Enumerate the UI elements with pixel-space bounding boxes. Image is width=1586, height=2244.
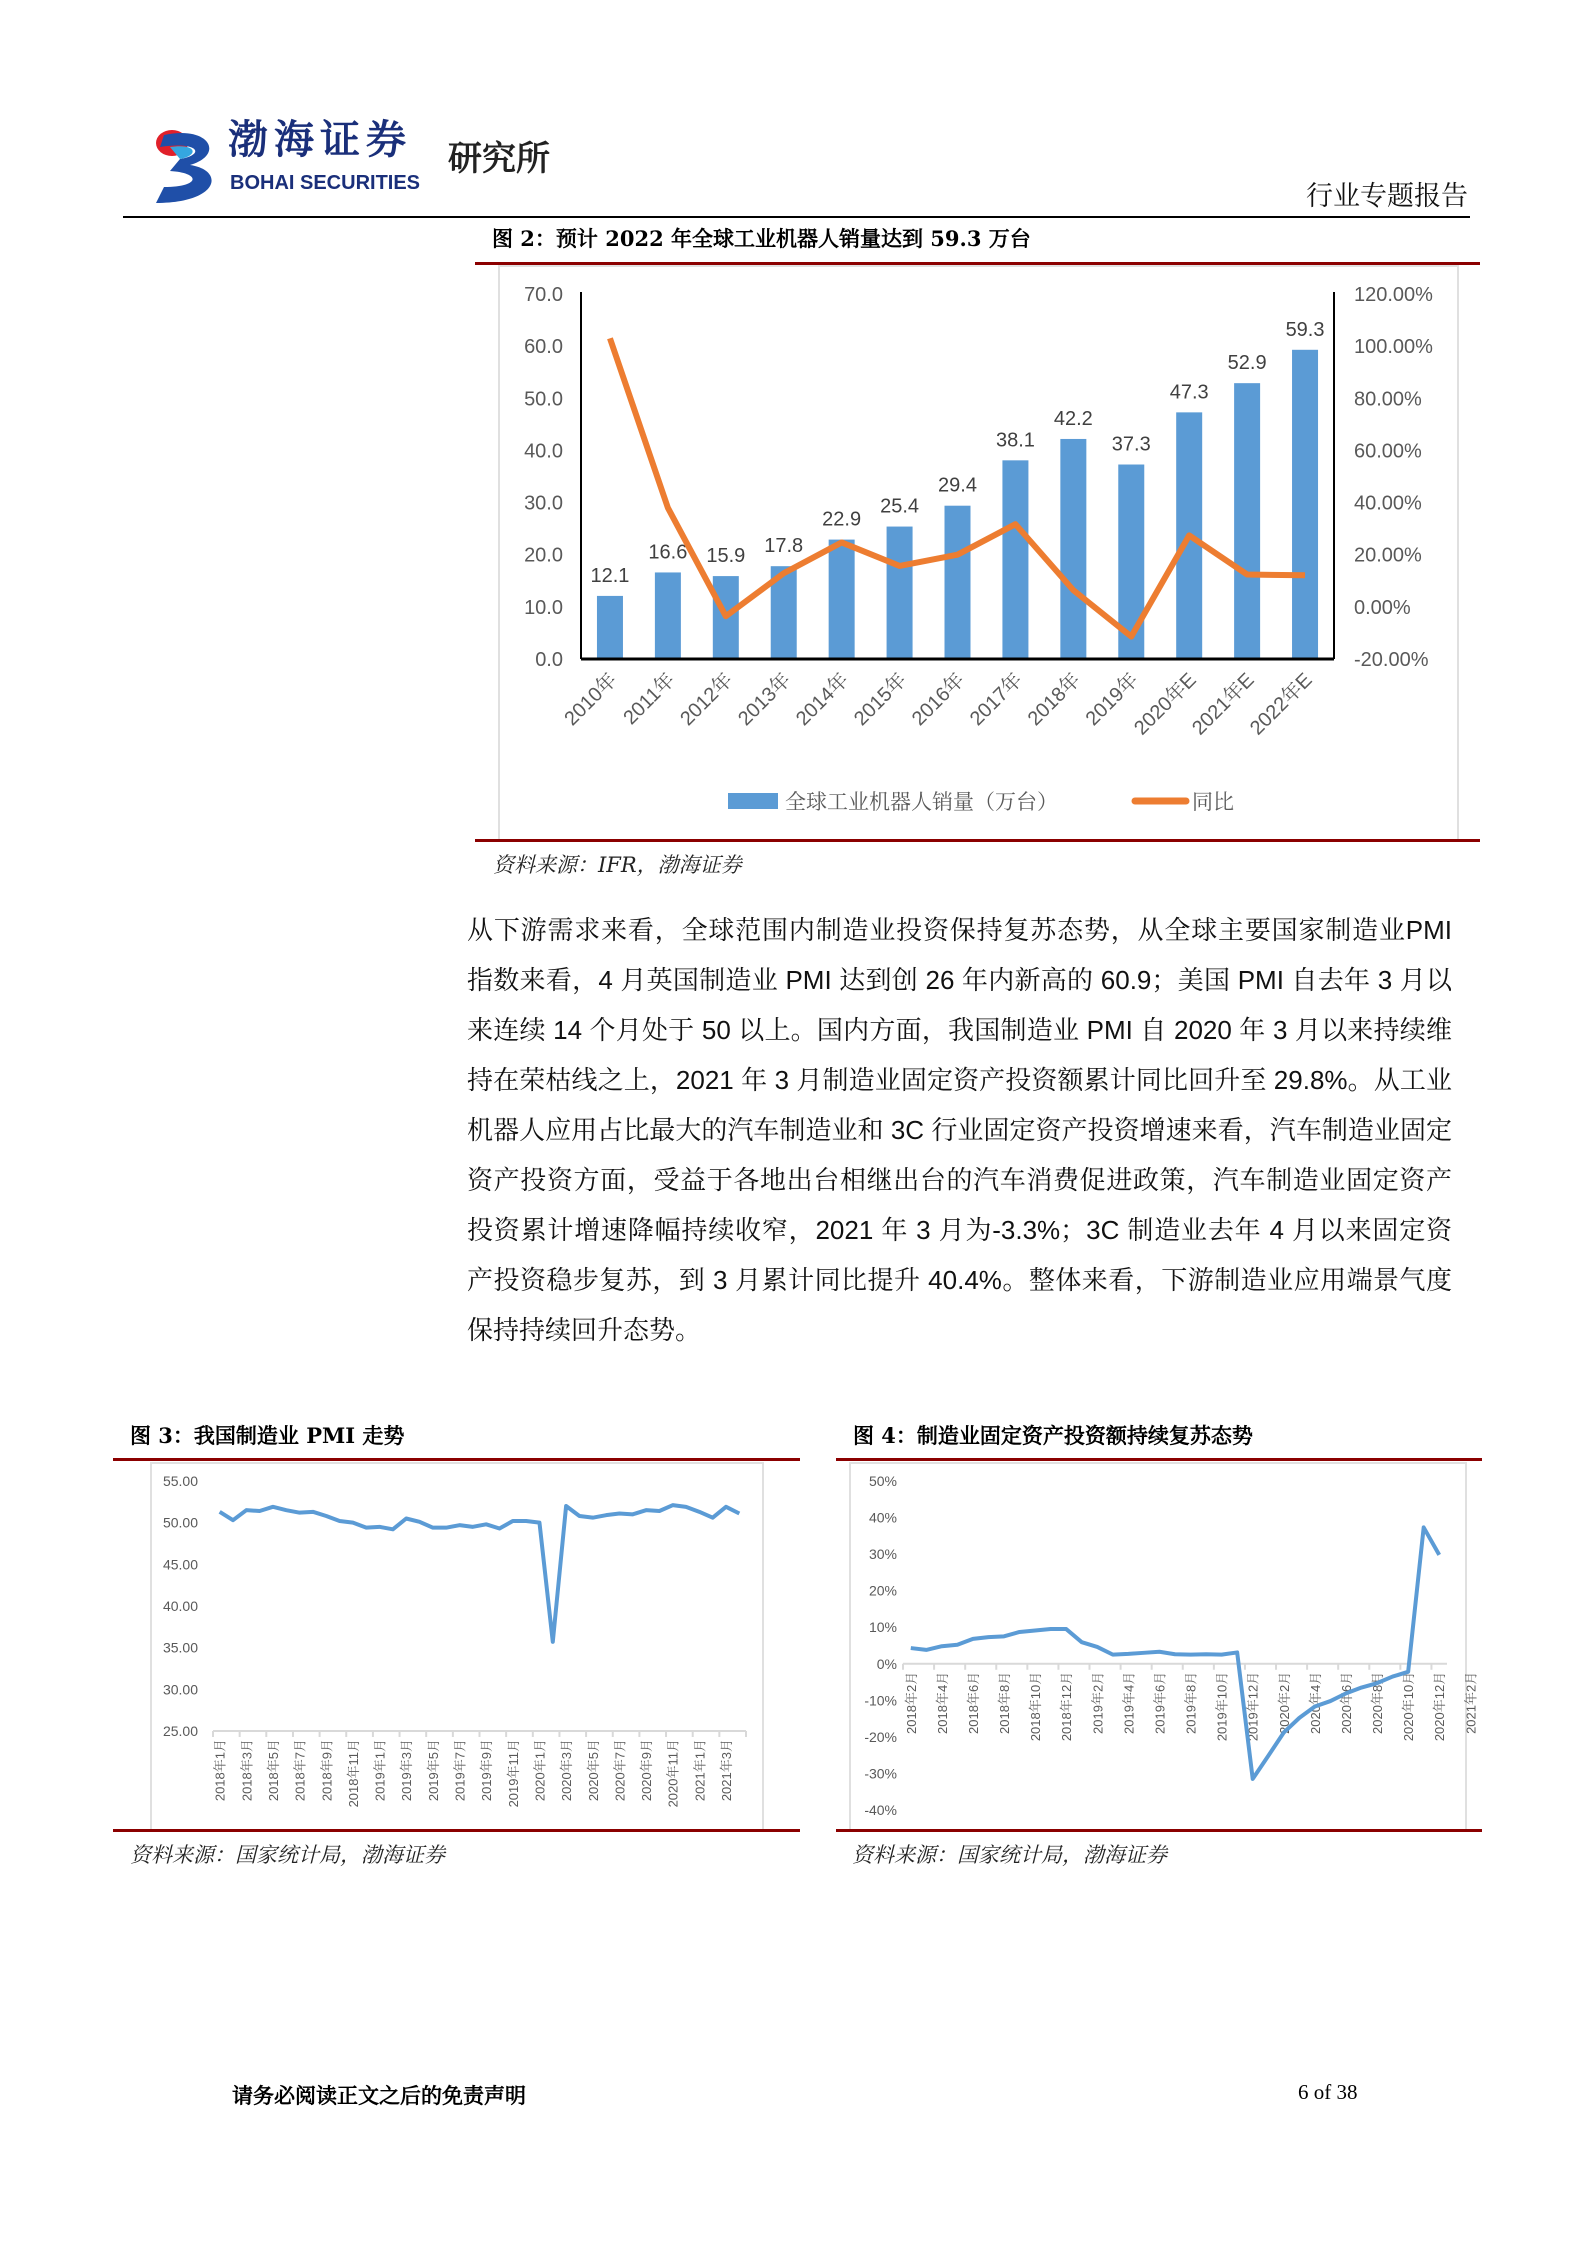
institute-label: 研究所: [448, 140, 550, 178]
bar-value-label: 16.6: [648, 541, 688, 564]
right-axis-tick-label: 0.00%: [1354, 596, 1411, 619]
x-axis-tick-label: 2020年6月: [1338, 1671, 1354, 1734]
x-axis-tick-label: 2020年3月: [559, 1739, 575, 1802]
bar: [1292, 350, 1318, 659]
category-tick-label: 2014年: [792, 668, 854, 731]
y-axis-tick-label: -20%: [864, 1728, 897, 1745]
legend-bar-swatch: [728, 793, 778, 809]
x-axis-tick-label: 2019年11月: [505, 1739, 521, 1808]
x-axis-tick-label: 2020年5月: [585, 1739, 601, 1802]
x-axis-tick-label: 2021年1月: [692, 1739, 708, 1802]
robot-sales-chart: [0, 0, 1586, 900]
bar-value-label: 37.3: [1111, 433, 1151, 456]
pmi-chart: [163, 1473, 746, 1807]
bar-value-label: 15.9: [706, 545, 746, 568]
bar-value-label: 42.2: [1053, 407, 1093, 430]
category-tick-label: 2010年: [560, 668, 622, 731]
x-axis-tick-label: 2020年4月: [1307, 1671, 1323, 1734]
x-axis-tick-label: 2020年9月: [639, 1739, 655, 1802]
bar-value-label: 59.3: [1285, 318, 1325, 341]
left-axis-tick-label: 10.0: [524, 596, 563, 619]
y-axis-tick-label: 0%: [876, 1655, 897, 1672]
x-axis-tick-label: 2019年3月: [399, 1739, 415, 1802]
bar-value-label: 47.3: [1169, 381, 1209, 404]
x-axis-tick-label: 2019年1月: [372, 1739, 388, 1802]
x-axis-tick-label: 2018年9月: [319, 1739, 335, 1802]
y-axis-tick-label: 10%: [868, 1619, 897, 1636]
x-axis-tick-label: 2018年7月: [292, 1739, 308, 1802]
x-axis-tick-label: 2020年7月: [612, 1739, 628, 1802]
x-axis-tick-label: 2018年2月: [903, 1671, 919, 1734]
bar: [945, 506, 971, 659]
bar: [1060, 439, 1086, 659]
right-axis-tick-label: 60.00%: [1354, 440, 1422, 463]
category-tick-label: 2019年: [1081, 668, 1143, 731]
right-axis-tick-label: 100.00%: [1354, 336, 1433, 359]
small-charts-layer: [0, 1400, 1586, 1850]
left-axis-tick-label: 30.0: [524, 492, 563, 515]
page-number: 6 of 38: [1298, 2080, 1358, 2104]
right-axis-tick-label: 80.00%: [1354, 388, 1422, 411]
bar: [1234, 383, 1260, 659]
logo-english-name: BOHAI SECURITIES: [230, 172, 421, 194]
left-axis-tick-label: 40.0: [524, 440, 563, 463]
category-tick-label: 2012年: [676, 668, 738, 731]
x-axis-tick-label: 2019年5月: [425, 1739, 441, 1802]
y-axis-tick-label: 25.00: [162, 1723, 198, 1739]
x-axis-tick-label: 2019年6月: [1152, 1671, 1168, 1734]
y-axis-tick-label: 30.00: [162, 1681, 198, 1698]
bar: [887, 527, 913, 659]
right-axis-tick-label: 20.00%: [1354, 544, 1422, 567]
bar-value-label: 38.1: [995, 429, 1035, 452]
left-axis-tick-label: 20.0: [524, 544, 563, 567]
bar: [655, 572, 681, 659]
x-axis-tick-label: 2019年9月: [479, 1739, 495, 1802]
report-type: 行业专题报告: [1306, 181, 1468, 211]
bar: [829, 540, 855, 659]
figure3-source: 资料来源：国家统计局，渤海证券: [130, 1843, 445, 1867]
x-axis-tick-label: 2018年11月: [345, 1739, 361, 1808]
y-axis-tick-label: 50.00: [162, 1514, 198, 1531]
figure2-bottom-rule: [475, 839, 1480, 842]
x-axis-tick-label: 2018年6月: [965, 1671, 981, 1734]
data-line: [220, 1505, 740, 1642]
footer-disclaimer: 请务必阅读正文之后的免责声明: [232, 2083, 526, 2108]
bar-value-label: 25.4: [880, 495, 920, 518]
right-axis-tick-label: -20.00%: [1354, 649, 1429, 671]
y-axis-tick-label: 40%: [868, 1509, 897, 1526]
x-axis-tick-label: 2018年4月: [934, 1671, 950, 1734]
x-axis-tick-label: 2019年7月: [452, 1739, 468, 1802]
bar-value-label: 29.4: [938, 474, 977, 497]
bar-value-label: 12.1: [590, 564, 630, 587]
category-tick-label: 2017年: [965, 668, 1027, 731]
bar-value-label: 17.8: [764, 535, 804, 558]
body-paragraph: 从下游需求来看，全球范围内制造业投资保持复苏态势，从全球主要国家制造业PMI 指数来看，4 月英国制造业 PMI 达到创 26 年内新高的 60.9；美国 PMI 自去年 3 月以来连续 14 个月处于 50 以上。国内方面，我国制造业 PMI 自 2020 年 3 月以来持续维持在荣枯线之上，2021 年 3 月制造业固定资产投资额累计同比回升至 29.8%。从工业机器人应用占比最大的汽车制造业和 3C 行业固定资产投资增速来看，汽车制造业固定资产投资方面，受益于各地出台相继出台的汽车消费促进政策，汽车制造业固定资产投资累计增速降幅持续收窄，2021 年 3 月为-3.3%；3C 制造业去年 4 月以来固定资产投资稳步复苏，到 3 月累计同比提升 40.4%。整体来看，下游制造业应用端景气度保持持续回升态势。: [467, 915, 1452, 1345]
x-axis-tick-label: 2019年8月: [1183, 1671, 1199, 1734]
y-axis-tick-label: 40.00: [162, 1598, 198, 1614]
y-axis-tick-label: -10%: [864, 1692, 897, 1709]
category-tick-label: 2020年E: [1130, 668, 1201, 740]
figure2-source: 资料来源：IFR，渤海证券: [493, 853, 742, 877]
x-axis-tick-label: 2020年10月: [1401, 1671, 1417, 1742]
legend-bar-label: 全球工业机器人销量（万台）: [785, 791, 1058, 814]
bar-value-label: 52.9: [1227, 352, 1267, 375]
x-axis-tick-label: 2018年12月: [1059, 1671, 1075, 1742]
category-tick-label: 2016年: [907, 668, 970, 731]
bar-value-label: 22.9: [822, 508, 862, 531]
data-line: [911, 1527, 1439, 1779]
category-tick-label: 2015年: [849, 668, 912, 731]
category-tick-label: 2018年: [1023, 668, 1085, 731]
x-axis-tick-label: 2018年5月: [265, 1739, 281, 1802]
x-axis-tick-label: 2020年1月: [532, 1739, 548, 1802]
y-axis-tick-label: -30%: [864, 1765, 897, 1782]
x-axis-tick-label: 2021年3月: [719, 1739, 735, 1802]
y-axis-tick-label: 50%: [868, 1473, 897, 1489]
bar: [1002, 460, 1028, 659]
x-axis-tick-label: 2020年8月: [1370, 1671, 1386, 1734]
left-axis-tick-label: 50.0: [524, 388, 563, 411]
category-tick-label: 2011年: [619, 668, 680, 730]
x-axis-tick-label: 2018年1月: [212, 1739, 228, 1802]
y-axis-tick-label: 55.00: [162, 1473, 198, 1489]
left-axis-tick-label: 0.0: [535, 649, 563, 671]
figure4-caption: 图 4：制造业固定资产投资额持续复苏态势: [853, 1423, 1253, 1448]
figure2-caption: 图 2：预计 2022 年全球工业机器人销量达到 59.3 万台: [492, 226, 1031, 251]
x-axis-tick-label: 2018年8月: [997, 1671, 1013, 1734]
x-axis-tick-label: 2019年10月: [1214, 1671, 1230, 1742]
x-axis-tick-label: 2018年10月: [1028, 1671, 1044, 1742]
y-axis-tick-label: 35.00: [162, 1639, 198, 1656]
figure4-source: 资料来源：国家统计局，渤海证券: [852, 1843, 1167, 1867]
y-axis-tick-label: 45.00: [162, 1556, 198, 1573]
left-axis-tick-label: 60.0: [524, 336, 563, 359]
figure3-caption: 图 3：我国制造业 PMI 走势: [130, 1423, 405, 1448]
category-tick-label: 2022年E: [1245, 668, 1317, 740]
x-axis-tick-label: 2019年4月: [1121, 1671, 1137, 1734]
x-axis-tick-label: 2018年3月: [239, 1739, 255, 1802]
x-axis-tick-label: 2020年11月: [665, 1739, 681, 1808]
y-axis-tick-label: 30%: [868, 1546, 897, 1563]
bar: [597, 596, 623, 659]
x-axis-tick-label: 2020年12月: [1432, 1671, 1448, 1742]
category-tick-label: 2013年: [734, 668, 796, 731]
x-axis-tick-label: 2019年2月: [1090, 1671, 1106, 1734]
category-tick-label: 2021年E: [1188, 668, 1259, 740]
right-axis-tick-label: 40.00%: [1354, 492, 1422, 515]
x-axis-tick-label: 2021年2月: [1463, 1671, 1479, 1734]
logo-chinese-name: 渤海证券: [228, 116, 412, 163]
legend-line-label: 同比: [1192, 791, 1234, 814]
y-axis-tick-label: 20%: [868, 1582, 897, 1599]
y-axis-tick-label: -40%: [864, 1802, 897, 1818]
fixed-asset-investment-chart: [864, 1473, 1478, 1818]
x-axis-tick-label: 2019年12月: [1245, 1671, 1261, 1742]
right-axis-tick-label: 120.00%: [1354, 284, 1433, 306]
left-axis-tick-label: 70.0: [524, 284, 563, 306]
x-axis-tick-label: 2020年2月: [1276, 1671, 1292, 1734]
